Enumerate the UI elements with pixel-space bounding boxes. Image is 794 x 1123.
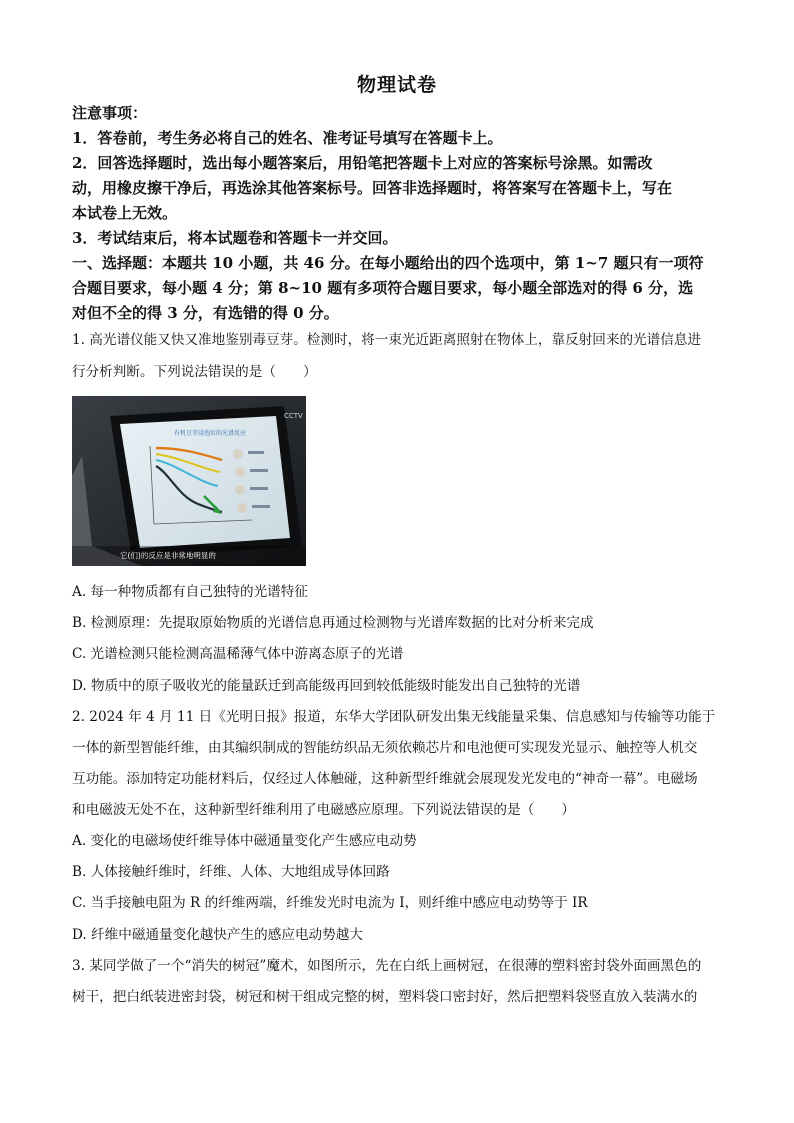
notice-item: 动，用橡皮擦干净后，再选涂其他答案标号。回答非选择题时，将答案写在答题卡上，写在 [72, 179, 673, 197]
page-title: 物理试卷 [356, 74, 437, 96]
question-1-figure [72, 396, 306, 566]
question-2-stem: 一体的新型智能纤维，由其编织制成的智能纺织品无须依赖芯片和电池便可实现发光显示、触控等人机交 [72, 740, 698, 756]
question-1-option-a: A. 每一种物质都有自己独特的光谱特征 [72, 584, 308, 600]
question-1-stem: 1. 高光谱仪能又快又准地鉴别毒豆芽。检测时，将一束光近距离照射在物体上，靠反射回来的光谱信息进 [72, 332, 702, 348]
question-1-option-d: D. 物质中的原子吸收光的能量跃迁到高能级再回到较低能级时能发出自己独特的光谱 [72, 678, 581, 694]
question-1-option-b: B. 检测原理：先提取原始物质的光谱信息再通过检测物与光谱库数据的比对分析来完成 [72, 615, 594, 631]
question-2-option-a: A. 变化的电磁场使纤维导体中磁通量变化产生感应电动势 [72, 833, 417, 849]
question-2-stem: 和电磁波无处不在，这种新型纤维利用了电磁感应原理。下列说法错误的是（ ） [72, 802, 575, 818]
question-3-stem: 3. 某同学做了一个“消失的树冠”魔术，如图所示，先在白纸上画树冠，在很薄的塑料密封袋外面画黑色的 [72, 958, 702, 974]
question-2-option-d: D. 纤维中磁通量变化越快产生的感应电动势越大 [72, 927, 363, 943]
slide-title-text: 有机豆芽浸泡后的光谱反应 [174, 430, 247, 437]
question-2-stem: 互功能。添加特定功能材料后，仅经过人体触碰，这种新型纤维就会展现发光发电的“神奇一幕”。电磁场 [72, 771, 698, 787]
notice-item: 1．答卷前，考生务必将自己的姓名、准考证号填写在答题卡上。 [72, 129, 503, 147]
spectrometer-photo-illustration [72, 396, 306, 566]
notice-item: 2．回答选择题时，选出每小题答案后，用铅笔把答题卡上对应的答案标号涂黑。如需改 [72, 154, 653, 172]
section-heading-line: 对但不全的得 3 分，有选错的得 0 分。 [72, 304, 339, 322]
question-1-stem: 行分析判断。下列说法错误的是（ ） [72, 364, 317, 380]
question-2-option-c: C. 当手接触电阻为 R 的纤维两端，纤维发光时电流为 I，则纤维中感应电动势等于 IR [72, 895, 588, 911]
notice-item: 本试卷上无效。 [72, 204, 178, 222]
notice-item: 3．考试结束后，将本试题卷和答题卡一并交回。 [72, 229, 398, 247]
question-3-stem: 树干，把白纸装进密封袋，树冠和树干组成完整的树，塑料袋口密封好，然后把塑料袋竖直放入装满水的 [72, 989, 698, 1005]
video-caption: 它(们)的反应是非常地明显的 [120, 551, 216, 560]
section-heading-line: 合题目要求，每小题 4 分；第 8~10 题有多项符合题目要求，每小题全部选对的得 6 分，选 [72, 279, 694, 297]
tv-logo-text: CCTV [284, 412, 303, 420]
question-2-option-b: B. 人体接触纤维时，纤维、人体、大地组成导体回路 [72, 864, 390, 880]
notice-heading: 注意事项： [72, 104, 148, 122]
section-heading-line: 一、选择题：本题共 10 小题，共 46 分。在每小题给出的四个选项中，第 1~7 题只有一项符 [72, 254, 704, 272]
question-1-option-c: C. 光谱检测只能检测高温稀薄气体中游离态原子的光谱 [72, 646, 404, 662]
question-2-stem: 2. 2024 年 4 月 11 日《光明日报》报道，东华大学团队研发出集无线能量采集、信息感知与传输等功能于 [72, 709, 716, 725]
